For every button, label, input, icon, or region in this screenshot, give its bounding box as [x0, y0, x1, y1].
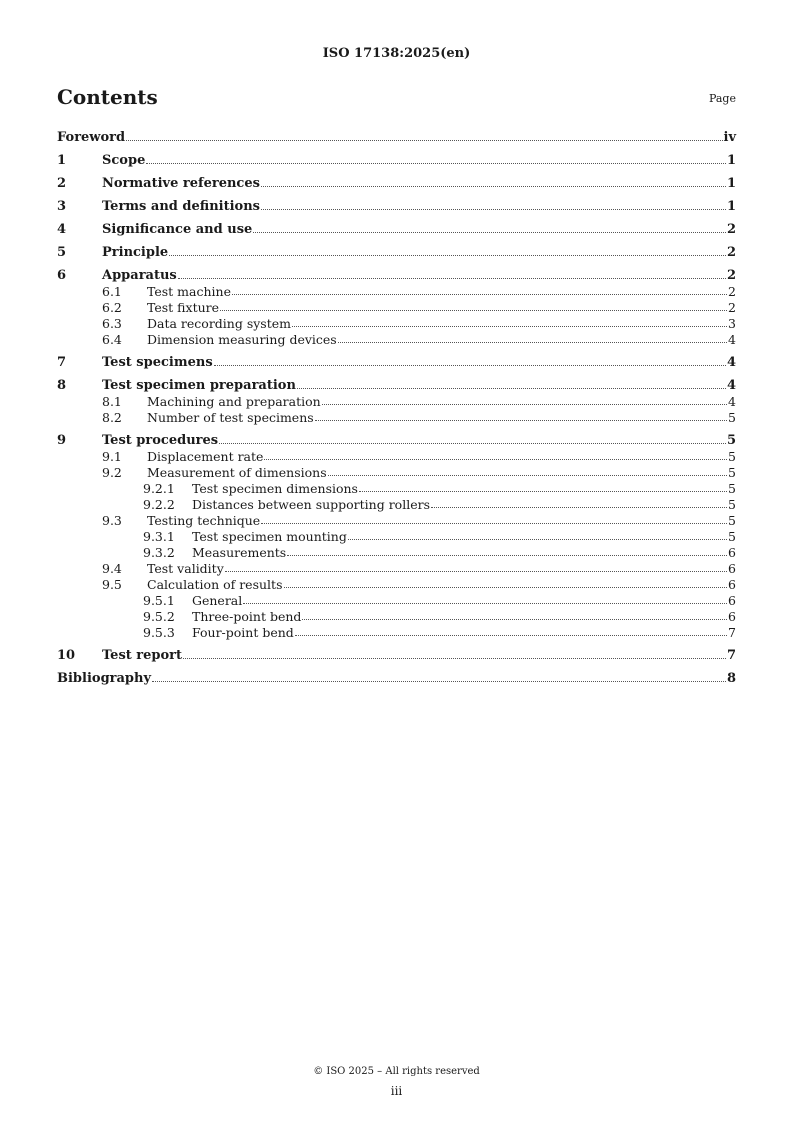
toc-entry-page[interactable]: 3 — [728, 316, 736, 331]
toc-entry-title[interactable]: Dimension measuring devices — [147, 332, 337, 347]
toc-dot-leader — [146, 163, 726, 164]
toc-entry[interactable] — [57, 430, 736, 448]
toc-dot-leader — [302, 619, 727, 620]
toc-entry-title[interactable]: Foreword — [57, 130, 126, 145]
toc-entry[interactable] — [57, 283, 736, 299]
toc-dot-leader — [243, 603, 727, 604]
toc-entry[interactable] — [57, 173, 736, 191]
toc-entry-title[interactable]: Testing technique — [147, 513, 261, 528]
toc-entry-title[interactable]: Measurements — [192, 545, 287, 560]
toc-entry-page[interactable]: 4 — [728, 332, 736, 347]
toc-dot-leader — [261, 209, 726, 210]
toc-entry-number: 9 — [57, 433, 67, 448]
toc-entry[interactable] — [57, 544, 736, 560]
toc-dot-leader — [178, 278, 726, 279]
toc-entry[interactable] — [57, 299, 736, 315]
toc-dot-leader — [152, 681, 726, 682]
toc-entry-title[interactable]: Test procedures — [102, 433, 219, 448]
toc-dot-leader — [292, 326, 727, 327]
toc-entry-number: 8 — [57, 378, 67, 393]
toc-entry-title[interactable]: Displacement rate — [147, 449, 264, 464]
toc-entry-number: 2 — [57, 176, 67, 191]
toc-entry-title[interactable]: Normative references — [102, 176, 260, 191]
toc-entry-title[interactable]: Test specimens — [102, 355, 213, 370]
toc-entry-page[interactable]: 2 — [728, 284, 736, 299]
toc-entry-number: 9.2.2 — [143, 497, 175, 512]
toc-entry-number: 9.5 — [102, 577, 122, 592]
toc-entry[interactable] — [57, 448, 736, 464]
toc-dot-leader — [261, 186, 726, 187]
toc-entry[interactable] — [57, 576, 736, 592]
toc-entry[interactable] — [57, 645, 736, 663]
toc-entry-page[interactable]: 6 — [728, 545, 736, 560]
toc-entry-title[interactable]: General — [192, 593, 243, 608]
toc-entry-title[interactable]: Calculation of results — [147, 577, 283, 592]
toc-entry-number: 10 — [57, 648, 76, 663]
toc-dot-leader — [348, 539, 727, 540]
page-number: iii — [390, 1084, 403, 1098]
toc-entry-number: 6.3 — [102, 316, 122, 331]
toc-entry-page[interactable]: 5 — [728, 481, 736, 496]
toc-entry-page[interactable]: 2 — [728, 300, 736, 315]
toc-entry-number: 9.3.1 — [143, 529, 175, 544]
toc-dot-leader — [315, 420, 727, 421]
page-column-label: Page — [708, 92, 736, 105]
toc-entry[interactable] — [57, 528, 736, 544]
toc-entry-number: 3 — [57, 199, 67, 214]
toc-dot-leader — [338, 342, 727, 343]
toc-entry-page[interactable]: 1 — [726, 176, 736, 191]
toc-dot-leader — [431, 507, 727, 508]
toc-entry-title[interactable]: Scope — [102, 153, 146, 168]
toc-entry-title[interactable]: Terms and definitions — [102, 199, 260, 214]
toc-entry[interactable] — [57, 592, 736, 608]
toc-entry[interactable] — [57, 127, 736, 145]
toc-entry-title[interactable]: Bibliography — [57, 671, 152, 686]
toc-entry-title[interactable]: Test fixture — [147, 300, 220, 315]
toc-entry-page[interactable]: 1 — [726, 199, 736, 214]
toc-entry-title[interactable]: Test specimen preparation — [102, 378, 296, 393]
toc-entry-page[interactable]: 7 — [728, 625, 736, 640]
toc-entry-title[interactable]: Test report — [102, 648, 183, 663]
toc-entry[interactable] — [57, 352, 736, 370]
toc-dot-leader — [287, 555, 727, 556]
toc-entry-number: 6.4 — [102, 332, 122, 347]
toc-entry-number: 9.3 — [102, 513, 122, 528]
contents-title: Contents — [57, 85, 158, 109]
toc-entry-title[interactable]: Test specimen dimensions — [192, 481, 358, 496]
copyright-notice: © ISO 2025 – All rights reserved — [313, 1066, 480, 1077]
toc-dot-leader — [261, 523, 727, 524]
toc-entry-page[interactable]: 2 — [726, 245, 736, 260]
toc-entry-page[interactable]: 5 — [728, 410, 736, 425]
toc-entry-title[interactable]: Test machine — [147, 284, 231, 299]
toc-entry[interactable] — [57, 496, 736, 512]
toc-entry-title[interactable]: Principle — [102, 245, 169, 260]
toc-dot-leader — [253, 232, 726, 233]
toc-entry-number: 9.4 — [102, 561, 122, 576]
toc-dot-leader — [220, 310, 727, 311]
toc-entry[interactable] — [57, 464, 736, 480]
toc-entry[interactable] — [57, 315, 736, 331]
toc-entry-title[interactable]: Test validity — [147, 561, 224, 576]
toc-entry-title[interactable]: Four-point bend — [192, 625, 294, 640]
toc-entry-page[interactable]: 7 — [726, 648, 736, 663]
toc-entry-number: 8.1 — [102, 394, 122, 409]
toc-entry-title[interactable]: Data recording system — [147, 316, 291, 331]
toc-entry[interactable] — [57, 624, 736, 640]
toc-entry-page[interactable]: 2 — [726, 268, 736, 283]
toc-entry-number: 9.5.2 — [143, 609, 175, 624]
toc-entry[interactable] — [57, 409, 736, 425]
toc-dot-leader — [297, 388, 726, 389]
toc-entry[interactable] — [57, 331, 736, 347]
toc-entry-page[interactable]: 6 — [728, 593, 736, 608]
toc-dot-leader — [328, 475, 727, 476]
toc-dot-leader — [219, 443, 726, 444]
toc-entry-title[interactable]: Distances between supporting rollers — [192, 497, 430, 512]
toc-dot-leader — [322, 404, 727, 405]
toc-entry[interactable] — [57, 196, 736, 214]
toc-entry-title[interactable]: Measurement of dimensions — [147, 465, 327, 480]
toc-dot-leader — [126, 140, 722, 141]
toc-entry-number: 9.3.2 — [143, 545, 175, 560]
toc-entry-page[interactable]: 5 — [728, 449, 736, 464]
toc-entry-page[interactable]: 6 — [728, 561, 736, 576]
toc-entry[interactable] — [57, 219, 736, 237]
toc-entry-title[interactable]: Significance and use — [102, 222, 253, 237]
toc-entry-page[interactable]: 8 — [726, 671, 736, 686]
toc-dot-leader — [169, 255, 726, 256]
toc-entry-title[interactable]: Machining and preparation — [147, 394, 321, 409]
toc-entry-title[interactable]: Three-point bend — [192, 609, 302, 624]
toc-entry[interactable] — [57, 375, 736, 393]
toc-entry[interactable] — [57, 242, 736, 260]
toc-dot-leader — [183, 658, 726, 659]
toc-entry-number: 9.1 — [102, 449, 122, 464]
toc-dot-leader — [284, 587, 728, 588]
toc-entry-number: 4 — [57, 222, 67, 237]
toc-entry[interactable] — [57, 668, 736, 686]
toc-entry-page[interactable]: 4 — [728, 394, 736, 409]
table-of-contents — [57, 127, 736, 686]
toc-entry-page[interactable]: 6 — [728, 577, 736, 592]
toc-entry-page[interactable]: 5 — [728, 465, 736, 480]
document-header: ISO 17138:2025(en) — [322, 46, 471, 61]
toc-entry-page[interactable]: 5 — [728, 529, 736, 544]
toc-entry-page[interactable]: 1 — [726, 153, 736, 168]
toc-dot-leader — [295, 635, 727, 636]
toc-entry-page[interactable]: 6 — [728, 609, 736, 624]
toc-entry-number: 5 — [57, 245, 67, 260]
toc-entry-title[interactable]: Test specimen mounting — [192, 529, 347, 544]
toc-entry[interactable] — [57, 480, 736, 496]
toc-entry-page[interactable]: 4 — [726, 355, 736, 370]
toc-entry[interactable] — [57, 512, 736, 528]
toc-entry-page[interactable]: iv — [723, 130, 736, 145]
toc-dot-leader — [225, 571, 727, 572]
toc-entry-title[interactable]: Apparatus — [102, 268, 177, 283]
toc-entry[interactable] — [57, 608, 736, 624]
toc-entry-number: 9.2.1 — [143, 481, 175, 496]
toc-entry-page[interactable]: 2 — [726, 222, 736, 237]
toc-entry-page[interactable]: 5 — [728, 513, 736, 528]
toc-entry-number: 6.2 — [102, 300, 122, 315]
toc-entry-number: 9.5.1 — [143, 593, 175, 608]
toc-entry-number: 1 — [57, 153, 67, 168]
toc-entry-number: 8.2 — [102, 410, 122, 425]
toc-entry[interactable] — [57, 393, 736, 409]
toc-entry-page[interactable]: 5 — [726, 433, 736, 448]
toc-entry[interactable] — [57, 265, 736, 283]
toc-entry-number: 9.5.3 — [143, 625, 175, 640]
toc-entry-page[interactable]: 5 — [728, 497, 736, 512]
toc-entry[interactable] — [57, 560, 736, 576]
toc-dot-leader — [264, 459, 727, 460]
toc-dot-leader — [359, 491, 727, 492]
toc-entry-number: 7 — [57, 355, 67, 370]
toc-entry-title[interactable]: Number of test specimens — [147, 410, 314, 425]
toc-entry-number: 6 — [57, 268, 67, 283]
toc-entry-number: 6.1 — [102, 284, 122, 299]
toc-entry-number: 9.2 — [102, 465, 122, 480]
toc-dot-leader — [214, 365, 726, 366]
toc-entry[interactable] — [57, 150, 736, 168]
toc-dot-leader — [232, 294, 727, 295]
toc-entry-page[interactable]: 4 — [726, 378, 736, 393]
